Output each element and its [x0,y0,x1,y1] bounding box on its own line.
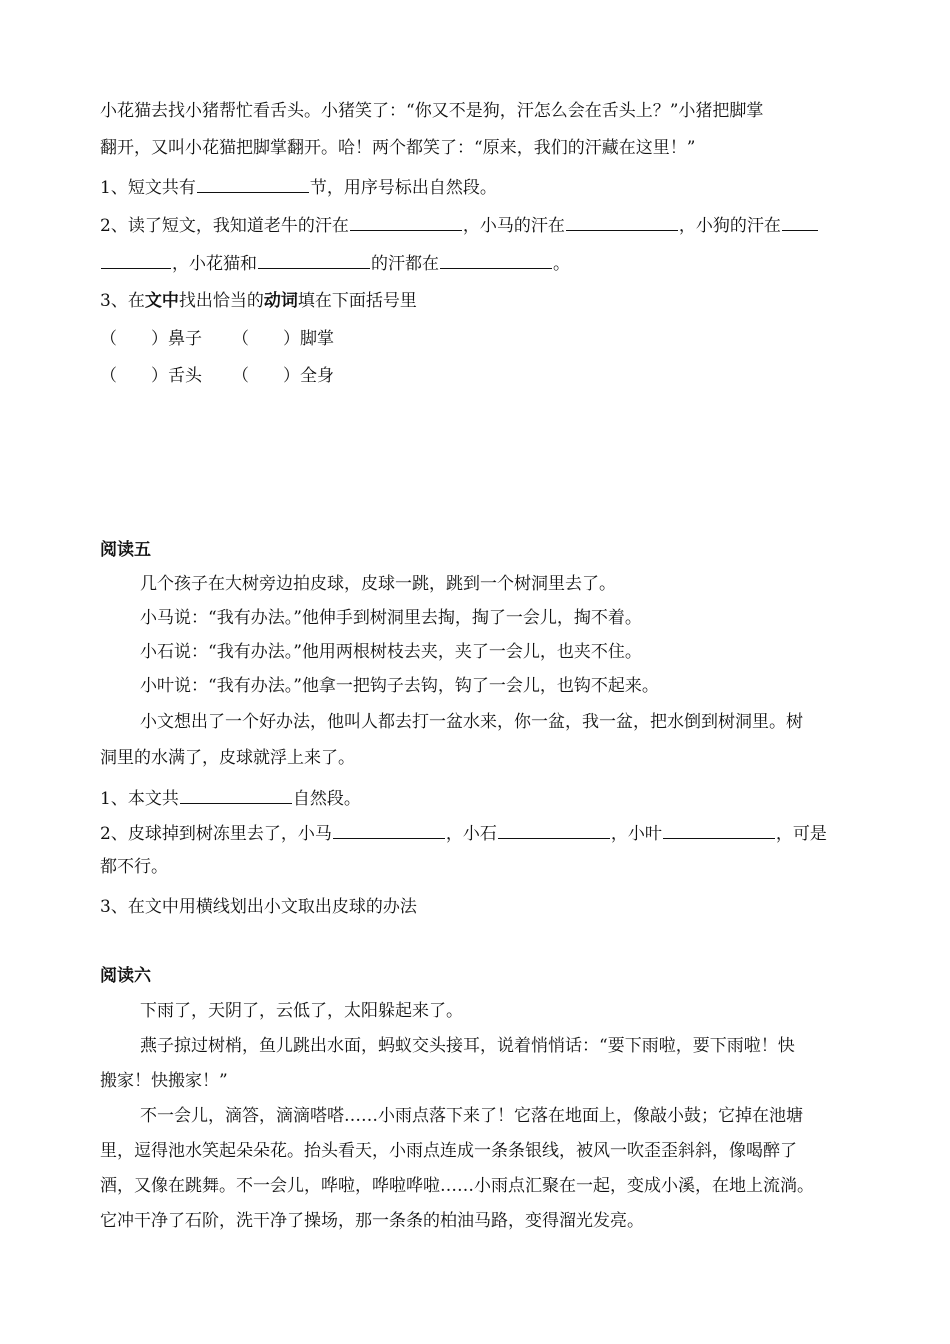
question-2 [100,212,819,239]
question-text: 2、读了短文，我知道老牛的汗在 [100,216,349,236]
question-1 [100,785,361,812]
question-text: 2、皮球掉到树冻里去了，小马 [100,824,332,844]
question-text: 1、本文共 [100,789,179,809]
paragraph: 小石说：“我有办法。”他用两根树枝去夹，夹了一会儿，也夹不住。 [140,642,642,662]
emphasis-text: 动词 [263,291,298,311]
text: 翻开，又叫小花猫把脚掌翻开。哈！两个都笑了：“原来，我们的汗藏在这里！” [100,138,696,158]
answer-blank[interactable] [197,174,309,193]
paragraph: 小马说：“我有办法。”他伸手到树洞里去掏，掏了一会儿，掏不着。 [140,608,642,628]
answer-blank[interactable] [350,212,462,231]
paragraph-cont: 它冲干净了石阶，洗干净了操场，那一条条的柏油马路，变得溜光发亮。 [100,1211,644,1231]
paragraph: 几个孩子在大树旁边拍皮球，皮球一跳，跳到一个树洞里去了。 [140,574,616,594]
paren-open: （ [100,366,117,386]
paragraph: 小文想出了一个好办法，他叫人都去打一盆水来，你一盆，我一盆，把水倒到树洞里。树 [140,712,803,732]
question-text: ，小马的汗在 [462,216,565,236]
question-text: 。 [553,254,570,274]
paragraph: 小叶说：“我有办法。”他拿一把钩子去钩，钩了一会儿，也钩不起来。 [140,676,659,696]
question-text: 找出恰当的 [178,291,264,311]
text: 小花猫去找小猪帮忙看舌头。小猪笑了：“你又不是狗，汗怎么会在舌头上？”小猪把脚掌 [100,101,764,121]
paren-close: ） [151,329,168,349]
paren-row-1 [100,326,334,352]
question-2 [100,820,827,847]
question-text: ，小石 [445,824,497,844]
paren-open: （ [232,329,249,349]
answer-blank[interactable] [258,250,370,269]
question-text: 填在下面括号里 [297,291,417,311]
paragraph: 下雨了，天阴了，云低了，太阳躲起来了。 [140,1001,463,1021]
emphasis-text: 文中 [144,291,179,311]
question-2-cont [100,250,570,277]
answer-blank[interactable] [566,212,678,231]
story-line [100,98,763,124]
answer-blank[interactable] [440,250,552,269]
paren-close: ） [283,329,300,349]
word: 舌头 [168,366,202,386]
paren-row-2 [100,363,334,389]
question-text: 1、短文共有 [100,178,196,198]
answer-blank[interactable] [333,820,445,839]
question-text: 自然段。 [292,789,361,809]
word: 脚掌 [300,329,334,349]
question-text: 3、在 [100,291,145,311]
paragraph-cont: 里，逗得池水笑起朵朵花。抬头看天，小雨点连成一条条银线，被风一吹歪歪斜斜，像喝醉了 [100,1141,797,1161]
question-text: ，小叶 [610,824,662,844]
section-title: 阅读六 [100,966,151,986]
answer-blank[interactable] [180,785,292,804]
question-1 [100,174,497,201]
paragraph: 燕子掠过树梢，鱼儿跳出水面，蚂蚁交头接耳，说着悄悄话：“要下雨啦，要下雨啦！快 [140,1036,795,1056]
paragraph: 不一会儿，滴答，滴滴嗒嗒……小雨点落下来了！它落在地面上，像敲小鼓；它掉在池塘 [140,1106,803,1126]
question-text: 的汗都在 [371,254,439,274]
question-2-cont: 都不行。 [100,857,168,877]
answer-blank[interactable] [498,820,610,839]
paren-close: ） [151,366,168,386]
paren-open: （ [100,329,117,349]
paren-open: （ [232,366,249,386]
paren-close: ） [283,366,300,386]
word: 鼻子 [168,329,202,349]
answer-blank[interactable] [663,820,775,839]
question-text: ，小花猫和 [172,254,257,274]
question-3: 3、在文中用横线划出小文取出皮球的办法 [100,897,417,917]
paragraph-cont: 搬家！快搬家！” [100,1071,228,1091]
question-text: ，可是 [775,824,827,844]
section-title: 阅读五 [100,540,151,560]
question-text: ，小狗的汗在 [678,216,781,236]
paragraph-cont: 酒，又像在跳舞。不一会儿，哗啦，哗啦哗啦……小雨点汇聚在一起，变成小溪，在地上流淌。 [100,1176,814,1196]
word: 全身 [300,366,334,386]
question-text: 节，用序号标出自然段。 [309,178,497,198]
answer-blank[interactable] [101,250,171,269]
story-line [100,135,695,161]
answer-blank[interactable] [782,212,818,231]
paragraph-cont: 洞里的水满了，皮球就浮上来了。 [100,748,355,768]
question-3 [100,288,417,314]
